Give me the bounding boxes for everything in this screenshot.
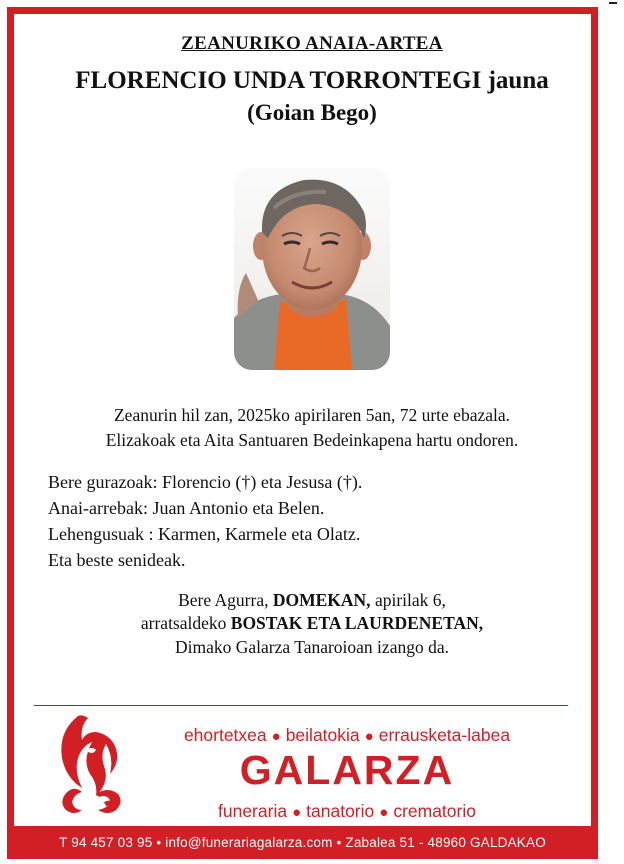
family-cousins: Lehengusuak : Karmen, Karmele eta Olatz.	[48, 524, 361, 544]
bullet-icon: ●	[379, 804, 389, 821]
contact-footer: T 94 457 03 95 • info@funerariagalarza.com • Zabalea 51 - 48960 GALDAKAO	[7, 826, 598, 859]
service-line-1-suffix: apirilak 6,	[370, 590, 446, 610]
scan-mark	[609, 2, 617, 4]
service-line-2-prefix: arratsaldeko	[140, 613, 231, 633]
service-line-2	[0, 613, 624, 634]
family-siblings: Anai-arrebak: Juan Antonio eta Belen.	[48, 498, 325, 518]
service-errausketa: errausketa-labea	[378, 725, 511, 745]
service-time: BOSTAK ETA LAURDENETAN,	[230, 613, 484, 633]
organization-title: ZEANURIKO ANAIA-ARTEA	[181, 33, 443, 54]
service-line-1-prefix: Bere Agurra,	[178, 590, 273, 610]
service-crematorio: crematorio	[393, 801, 476, 821]
bullet-icon: ●	[364, 728, 374, 745]
intro-line-1: Zeanurin hil zan, 2025ko apirilaren 5an, 72 urte ebazala.	[113, 405, 510, 425]
deceased-name: FLORENCIO UNDA TORRONTEGI jauna	[75, 67, 549, 94]
service-beilatokia: beilatokia	[285, 725, 360, 745]
service-tanatorio: tanatorio	[306, 801, 375, 821]
services-spanish	[130, 801, 564, 822]
service-ehortetxea: ehortetxea	[183, 725, 267, 745]
service-day: DOMEKAN,	[272, 590, 371, 610]
nickname: (Goian Bego)	[247, 100, 377, 125]
family-parents: Bere gurazoak: Florencio (†) eta Jesusa (†).	[48, 472, 363, 492]
services-basque	[130, 725, 564, 746]
bullet-icon: ●	[271, 728, 281, 745]
portrait-photo	[234, 168, 390, 370]
brand-name: GALARZA	[239, 747, 455, 793]
intro-line-2: Elizakoak eta Aita Santuaren Bedeinkapena hartu ondoren.	[105, 430, 519, 450]
galarza-flame-logo-icon	[52, 710, 132, 820]
service-line-3: Dimako Galarza Tanaroioan izango da.	[175, 637, 449, 657]
section-divider	[34, 705, 568, 706]
service-funeraria: funeraria	[218, 801, 288, 821]
service-line-1	[0, 590, 624, 611]
bullet-icon: ●	[292, 804, 302, 821]
family-others: Eta beste senideak.	[48, 550, 186, 570]
